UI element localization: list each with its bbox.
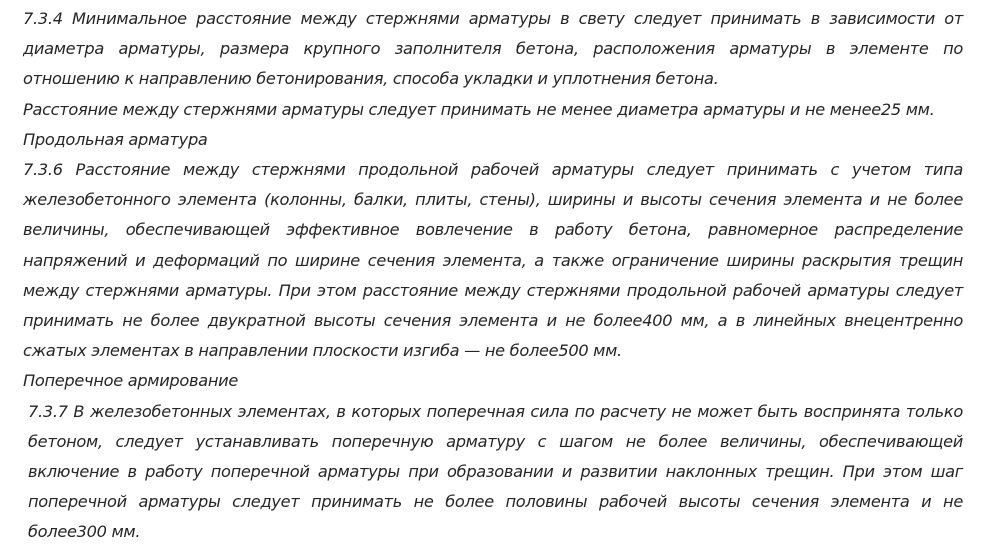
paragraph-bar-spacing-minimum: Расстояние между стержнями арматуры следует принимать не менее диаметра арматуры и не менее25 мм. xyxy=(23,99,935,119)
heading-transverse-reinforcement: Поперечное армирование xyxy=(23,371,239,391)
paragraph-7-3-7: 7.3.7 В железобетонных элементах, в которых поперечная сила по расчету не может быть воспринята только бетоном, следует устанавливать поперечную арматуру с шагом не более величины, обеспечивающей включение в работу поперечной арматуры при образовании и развитии наклонных трещин. При этом шаг поперечной арматуры следует принимать не более половины рабочей высоты сечения элемента и не более300 мм. xyxy=(28,401,963,542)
paragraph-7-3-4: 7.3.4 Минимальное расстояние между стержнями арматуры в свету следует принимать в зависимости от диаметра арматуры, размера крупного заполнителя бетона, расположения арматуры в элементе по отношению к направлению бетонирования, способа укладки и уплотнения бетона. xyxy=(23,9,963,89)
heading-longitudinal-reinforcement: Продольная арматура xyxy=(23,129,208,149)
paragraph-7-3-6: 7.3.6 Расстояние между стержнями продольной рабочей арматуры следует принимать с учетом типа железобетонного элемента (колонны, балки, плиты, стены), ширины и высоты сечения элемента и не более величины, обеспечивающей эффективное вовлечение в работу бетона, равномерное распределение напряжений и деформаций по ширине сечения элемента, а также ограничение ширины раскрытия трещин между стержнями арматуры. При этом расстояние между стержнями продольной рабочей арматуры следует принимать не более двукратной высоты сечения элемента и не более400 мм, а в линейных внецентренно сжатых элементах в направлении плоскости изгиба — не более500 мм. xyxy=(23,160,963,361)
